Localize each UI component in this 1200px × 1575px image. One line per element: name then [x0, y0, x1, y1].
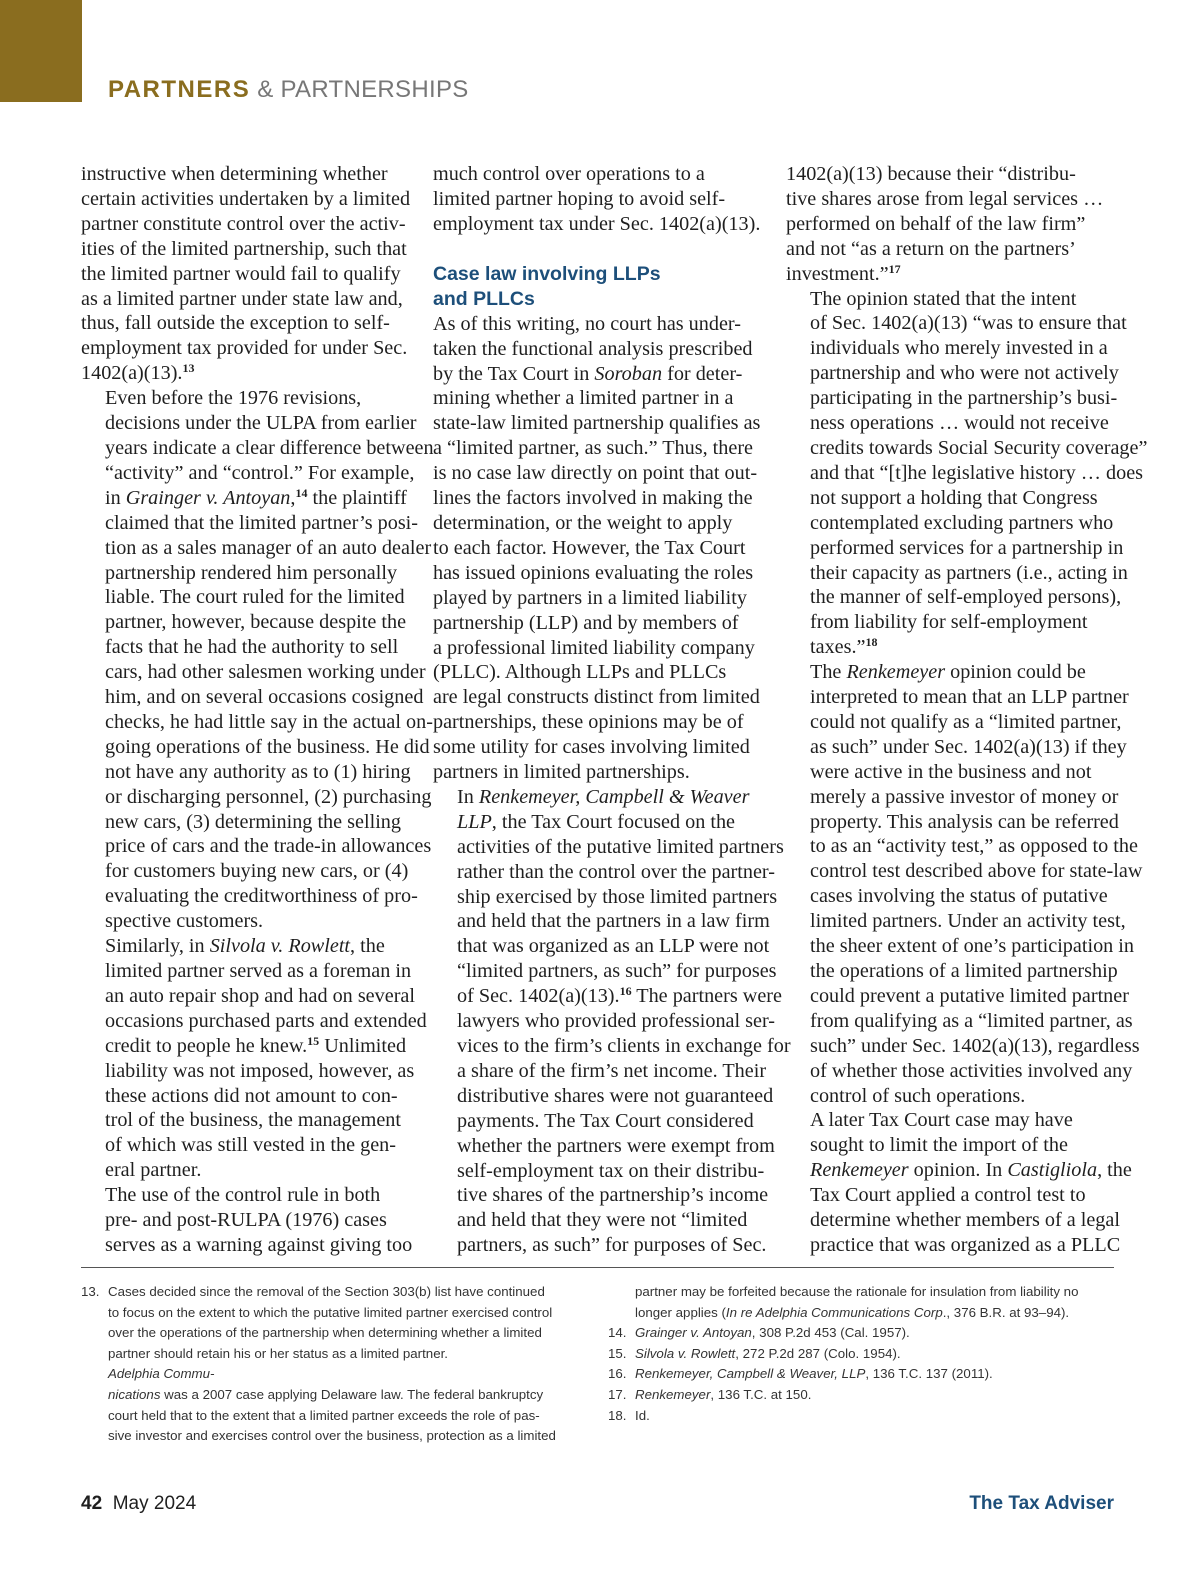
text-line: liability was not imposed, however, as	[105, 1059, 415, 1082]
text-line: partners in limited partnerships.	[433, 761, 690, 784]
text-line: determine whether members of a legal	[810, 1209, 1120, 1232]
text-line: is no case law directly on point that out-	[433, 462, 758, 485]
text-line: could prevent a putative limited partner	[810, 984, 1129, 1007]
section-heading-case-law: Case law involving LLPs and PLLCs	[433, 262, 661, 310]
text-line: contemplated excluding partners who	[810, 511, 1114, 534]
text-line: or discharging personnel, (2) purchasing	[105, 785, 432, 808]
text-line: whether the partners were exempt from	[457, 1134, 775, 1157]
text-line: such” under Sec. 1402(a)(13), regardless	[810, 1034, 1140, 1057]
text-line: to focus on the extent to which the putative limited partner exercised control	[108, 1304, 553, 1320]
text-line: going operations of the business. He did	[105, 735, 430, 758]
col2-paragraph-2: As of this writing, no court has under- taken the functional analysis prescribed by the Tax Court in Soroban for deter- mining whether a limited partner in a state-law limited partnership qualifies as a “limited partner, as such.” Thus, there is no case law directly on point that out- lines the factors involved in making the determination, or the weight to apply to each factor. However, the Tax Court has issued opinions evaluating the roles played by partners in a limited liability partnership (LLP) and by members of a professional limited liability company (PLLC). Although LLPs and PLLCs are legal constructs distinct from limited partnerships, these opinions may be of some utility for cases involving limited partners in limited partnerships.	[433, 312, 761, 784]
text-line: a share of the firm’s net income. Their	[457, 1059, 767, 1082]
publication-name: The Tax Adviser	[969, 1493, 1114, 1514]
section-header-strong: PARTNERS	[108, 76, 251, 103]
text-line: control of such operations.	[810, 1084, 1026, 1107]
text-line: limited partner hoping to avoid self-	[433, 187, 726, 210]
text-line: taken the functional analysis prescribed	[433, 337, 753, 360]
issue-date: May 2024	[112, 1493, 197, 1514]
text-line: credits towards Social Security coverage”	[810, 436, 1148, 459]
text-line: the manner of self-employed persons),	[810, 586, 1122, 609]
text-line: A later Tax Court case may have	[810, 1109, 1073, 1132]
text-line: an auto repair shop and had on several	[105, 984, 415, 1007]
article-column-1	[81, 162, 434, 1258]
text-line: trol of the business, the management	[105, 1109, 402, 1132]
text-line: partners, as such” for purposes of Sec.	[457, 1234, 767, 1257]
text-line: liable. The court ruled for the limited	[105, 586, 405, 609]
footnote-14: 14. Grainger v. Antoyan, 308 P.2d 453 (Cal. 1957).	[608, 1325, 910, 1341]
text-line: and not “as a return on the partners’	[786, 237, 1076, 260]
text-line: that was organized as an LLP were not	[457, 935, 770, 958]
text-line: tive shares of the partnership’s income	[457, 1184, 769, 1207]
text-line: control test described above for state-law	[810, 860, 1143, 883]
text-line: could not qualify as a “limited partner,	[810, 710, 1122, 733]
text-line: Cases decided since the removal of the Section 303(b) list have continued	[108, 1284, 545, 1299]
col1-paragraph-1: instructive when determining whether certain activities undertaken by a limited partner constitute control over the activ- ities of the limited partnership, such that the limited partner would fail to qualify as a limited partner under state law and, thus, fall outside the exception to self- employment tax provided for under Sec. 1402(a)(13).$^{13}$	[81, 163, 411, 385]
footnote-ref-18[interactable]: 18	[865, 635, 878, 650]
text-line: are legal constructs distinct from limited	[433, 686, 760, 709]
footnote-15: 15. Silvola v. Rowlett, 272 P.2d 287 (Colo. 1954).	[608, 1345, 901, 1361]
footnote-13-continued: partner may be forfeited because the rationale for insulation from liability no longer applies (In re Adelphia Communications Corp., 376 B.R. at 93–94).	[608, 1282, 1118, 1323]
footnote-ref-16[interactable]: 16	[619, 984, 632, 998]
text-line: spective customers.	[105, 910, 264, 933]
text-line: their capacity as partners (i.e., acting in	[810, 561, 1128, 584]
col3-paragraph-2: The opinion stated that the intent of Sec. 1402(a)(13) “was to ensure that individuals who merely invested in a partnership and who were not actively participating in the partnership’s busi- ness operations … would not receive credits towards Social Security coverage” and that “[t]he legislative history … does not support a holding that Congress contemplated excluding partners who performed services for a partnership in their capacity as partners (i.e., acting in the manner of self-employed persons), from liability for self-employment taxes.”$^{18}$	[786, 287, 1114, 661]
text-line: limited partner served as a foreman in	[105, 960, 412, 982]
text-line: and held that the partners in a law firm	[457, 910, 770, 933]
text-line: interpreted to mean that an LLP partner	[810, 686, 1129, 709]
text-line: determination, or the weight to apply	[433, 511, 733, 534]
col1-paragraph-4	[81, 1183, 413, 1258]
text-line: partnership rendered him personally	[105, 561, 398, 584]
text-line: not have any authority as to (1) hiring	[105, 760, 411, 783]
header-color-block	[0, 0, 82, 102]
text-line: as such” under Sec. 1402(a)(13) if they	[810, 735, 1127, 758]
page-number: 42	[81, 1493, 103, 1514]
text-line: of which was still vested in the gen-	[105, 1134, 396, 1157]
text-line: for customers buying new cars, or (4)	[105, 860, 409, 883]
text-line: merely a passive investor of money or	[810, 785, 1119, 808]
text-line: over the operations of the partnership when determining whether a limited	[108, 1325, 542, 1341]
footnotes-right	[608, 1282, 1118, 1426]
text-line: tion as a sales manager of an auto dealer	[105, 536, 432, 559]
text-line: distributive shares were not guaranteed	[457, 1084, 774, 1107]
col2-paragraph-3: In Renkemeyer, Campbell & Weaver LLP, the Tax Court focused on the activities of the putative limited partners rather than the control over the partner- ship exercised by those limited partners and held that the partners in a law firm that was organized as an LLP were not “limited partners, as such” for purposes of Sec. 1402(a)(13).$^{16}$ The partners were lawyers who provided professional ser- vices to the firm’s clients in exchange for a share of the firm’s net income. Their distributive shares were not guaranteed payments. The Tax Court considered whether the partners were exempt from self-employment tax on their distribu- tive shares of the partnership’s income and held that they were not “limited partners, as such” for purposes of Sec.	[433, 785, 761, 1258]
text-line: occasions purchased parts and extended	[105, 1009, 427, 1032]
case-name-adelphia: Adelphia Commu-	[108, 1366, 215, 1382]
text-line: these actions did not amount to con-	[105, 1084, 398, 1107]
text-line: lines the factors involved in making the	[433, 487, 753, 510]
text-line: cars, had other salesmen working under	[105, 661, 426, 684]
case-name-renkemeyer-full: Renkemeyer, Campbell & Weaver	[478, 785, 750, 808]
text-line: performed services for a partnership in	[810, 536, 1124, 559]
text-line: activities of the putative limited partners	[457, 835, 784, 858]
text-line: lawyers who provided professional ser-	[457, 1010, 776, 1033]
text-line: evaluating the creditworthiness of pro-	[105, 885, 418, 908]
text-line: court held that to the extent that a limited partner exceeds the role of pas-	[108, 1407, 540, 1423]
text-line: claimed that the limited partner’s posi-	[105, 511, 419, 534]
text-line: self-employment tax on their distribu-	[457, 1159, 765, 1182]
text-line: partnership and who were not actively	[810, 362, 1119, 385]
case-name-renkemeyer: Renkemeyer	[846, 661, 946, 684]
text-line: vices to the firm’s clients in exchange for	[457, 1035, 791, 1057]
text-line: ness operations … would not receive	[810, 412, 1109, 435]
text-line: price of cars and the trade-in allowances	[105, 835, 432, 858]
text-line: pre- and post-RULPA (1976) cases	[105, 1209, 387, 1232]
text-line: a “limited partner, as such.” Thus, there	[433, 437, 754, 460]
footnote-17: 17. Renkemeyer, 136 T.C. at 150.	[608, 1386, 812, 1402]
text-line: sought to limit the import of the	[810, 1134, 1068, 1157]
text-line: partnership (LLP) and by members of	[433, 611, 739, 634]
text-line: much control over operations to a	[433, 163, 705, 185]
text-line: from liability for self-employment	[810, 611, 1088, 634]
text-line: not support a holding that Congress	[810, 486, 1098, 509]
text-line: The opinion stated that the intent	[810, 287, 1077, 310]
article-column-3	[786, 162, 1148, 1258]
text-line: checks, he had little say in the actual on-	[105, 710, 433, 733]
text-line: decisions under the ULPA from earlier	[105, 412, 417, 435]
text-line: “limited partners, as such” for purposes	[457, 960, 777, 983]
text-line: and that “[t]he legislative history … does	[810, 461, 1144, 484]
text-line: certain activities undertaken by a limited	[81, 187, 411, 210]
text-line: practice that was organized as a PLLC	[810, 1233, 1121, 1256]
text-line: of Sec. 1402(a)(13) “was to ensure that	[810, 312, 1127, 335]
text-line: ship exercised by those limited partners	[457, 885, 778, 908]
col1-paragraph-3: Similarly, in Silvola v. Rowlett, the limited partner served as a foreman in an auto repair shop and had on several occasions purchased parts and extended credit to people he knew.$^{15}$ Unlimited liability was not imposed, however, as these actions did not amount to con- trol of the business, the management of which was still vested in the gen- eral partner.	[81, 934, 409, 1183]
text-line: from qualifying as a “limited partner, as	[810, 1009, 1133, 1032]
text-line: as a limited partner under state law and,	[81, 287, 403, 310]
text-line: of whether those activities involved any	[810, 1059, 1133, 1082]
footnote-16: 16. Renkemeyer, Campbell & Weaver, LLP, 136 T.C. 137 (2011).	[608, 1366, 993, 1382]
text-line: participating in the partnership’s busi-	[810, 387, 1118, 410]
text-line: partnerships, these opinions may be of	[433, 711, 744, 734]
text-line: were active in the business and not	[810, 760, 1092, 783]
case-name-soroban: Soroban	[594, 362, 663, 385]
text-line: (PLLC). Although LLPs and PLLCs	[433, 661, 727, 684]
section-header	[108, 76, 469, 104]
text-line: facts that he had the authority to sell	[105, 636, 399, 659]
text-line: the sheer extent of one’s participation in	[810, 935, 1135, 958]
text-line: partner, however, because despite the	[105, 611, 407, 634]
footnote-ref-14[interactable]: 14	[295, 485, 308, 500]
article-column-2	[433, 162, 791, 1258]
col3-paragraph-1: 1402(a)(13) because their “distribu- tive shares arose from legal services … performed on behalf of the law firm” and not “as a return on the partners’ investment.”$^{17}$	[786, 162, 1114, 287]
text-line: rather than the control over the partner-	[457, 860, 775, 883]
text-line: years indicate a clear difference between	[105, 436, 434, 459]
text-line: employment tax under Sec. 1402(a)(13).	[433, 212, 761, 235]
text-line: has issued opinions evaluating the roles	[433, 561, 754, 584]
text-line: limited partners. Under an activity test,	[810, 910, 1126, 933]
footnotes-left	[81, 1282, 601, 1447]
footnote-number: 13.	[81, 1284, 100, 1299]
text-line: property. This analysis can be referred	[810, 810, 1119, 833]
col3-paragraph-4: A later Tax Court case may have sought to limit the import of the Renkemeyer opinion. In Castigliola, the Tax Court applied a control test to determine whether members of a legal practice that was organized as a PLLC	[786, 1108, 1114, 1257]
footnote-ref-17[interactable]: 17	[888, 261, 901, 276]
text-line: mining whether a limited partner in a	[433, 387, 734, 410]
text-line: nications was a 2007 case applying Delaware law. The federal bankruptcy	[108, 1386, 544, 1402]
text-line: serves as a warning against giving too	[105, 1233, 413, 1256]
footnote-18: 18. Id.	[608, 1407, 650, 1423]
case-name-renkemeyer-2: Renkemeyer	[810, 1159, 909, 1182]
text-line: to as an “activity test,” as opposed to the	[810, 835, 1138, 858]
col2-paragraph-1	[433, 162, 761, 237]
col3-paragraph-3: The Renkemeyer opinion could be interpreted to mean that an LLP partner could not qualify as a “limited partner, as such” under Sec. 1402(a)(13) if they were active in the business and not merely a passive investor of money or property. This analysis can be referred to as an “activity test,” as opposed to the control test described above for state-law cases involving the status of putative limited partners. Under an activity test, the sheer extent of one’s participation in the operations of a limited partnership could prevent a putative limited partner from qualifying as a “limited partner, as such” under Sec. 1402(a)(13), regardless of whether those activities involved any control of such operations.	[786, 660, 1114, 1108]
text-line: tive shares arose from legal services …	[786, 187, 1104, 210]
case-name-grainger: Grainger v. Antoyan	[125, 486, 291, 509]
text-line: some utility for cases involving limited	[433, 736, 750, 759]
text-line: thus, fall outside the exception to self-	[81, 312, 390, 335]
text-line: the limited partner would fail to qualify	[81, 262, 401, 285]
footnote-ref-13[interactable]: 13	[182, 361, 195, 376]
text-line: played by partners in a limited liability	[433, 586, 747, 609]
text-line: partner constitute control over the activ-	[81, 212, 406, 235]
text-line: performed on behalf of the law firm”	[786, 212, 1086, 235]
case-name-renkemeyer-llp: LLP	[457, 810, 492, 833]
text-line: 1402(a)(13) because their “distribu-	[786, 163, 1076, 185]
text-line: As of this writing, no court has under-	[433, 312, 741, 335]
section-header-light: & PARTNERSHIPS	[257, 76, 469, 103]
case-name-silvola: Silvola v. Rowlett	[209, 935, 351, 958]
text-line: new cars, (3) determining the selling	[105, 810, 401, 833]
col1-paragraph-2: Even before the 1976 revisions, decisions under the ULPA from earlier years indicate a clear difference between “activity” and “control.” For example, in Grainger v. Antoyan,$^{14}$ the plaintiff claimed that the limited partner’s posi- tion as a sales manager of an auto dealer partnership rendered him personally liable. The court ruled for the limited partner, however, because despite the facts that he had the authority to sell cars, had other salesmen working under him, and on several occasions cosigned checks, he had little say in the actual on- going operations of the business. He did not have any authority as to (1) hiring or discharging personnel, (2) purchasing new cars, (3) determining the selling price of cars and the trade-in allowances for customers buying new cars, or (4) evaluating the creditworthiness of pro- spective customers.	[81, 386, 409, 934]
text-line: individuals who merely invested in a	[810, 337, 1108, 360]
text-line: employment tax provided for under Sec.	[81, 337, 408, 360]
text-line: Tax Court applied a control test to	[810, 1184, 1086, 1207]
text-line: instructive when determining whether	[81, 163, 388, 185]
footnote-13: 13. Cases decided since the removal of the Section 303(b) list have continued to focus on the extent to which the putative limited partner exercised control over the operations of the partnership when determining whether a limited partner should retain his or her status as a limited partner. Adelphia Commu- nications was a 2007 case applying Delaware law. The federal bankruptcy court held that to the extent that a limited partner exceeds the role of pas- sive investor and exercises control over the business, protection as a limited	[81, 1282, 601, 1447]
text-line: state-law limited partnership qualifies as	[433, 412, 761, 435]
case-name-castigliola: Castigliola	[1007, 1159, 1098, 1182]
text-line: and held that they were not “limited	[457, 1209, 748, 1232]
text-line: eral partner.	[105, 1159, 202, 1182]
text-line: a professional limited liability company	[433, 636, 755, 659]
text-line: sive investor and exercises control over the business, protection as a limited	[108, 1428, 556, 1444]
text-line: payments. The Tax Court considered	[457, 1109, 754, 1132]
text-line: him, and on several occasions cosigned	[105, 686, 424, 709]
text-line: to each factor. However, the Tax Court	[433, 536, 746, 559]
text-line: partner may be forfeited because the rationale for insulation from liability no	[635, 1284, 1079, 1299]
footnote-ref-15[interactable]: 15	[307, 1033, 320, 1048]
text-line: Even before the 1976 revisions,	[105, 387, 362, 410]
text-line: the operations of a limited partnership	[810, 960, 1118, 982]
page-footer-left	[81, 1493, 196, 1515]
text-line: ities of the limited partnership, such that	[81, 237, 407, 260]
footnote-divider	[81, 1267, 1114, 1268]
text-line: The use of the control rule in both	[105, 1184, 381, 1207]
text-line: “activity” and “control.” For example,	[105, 461, 415, 484]
text-line: cases involving the status of putative	[810, 885, 1108, 908]
